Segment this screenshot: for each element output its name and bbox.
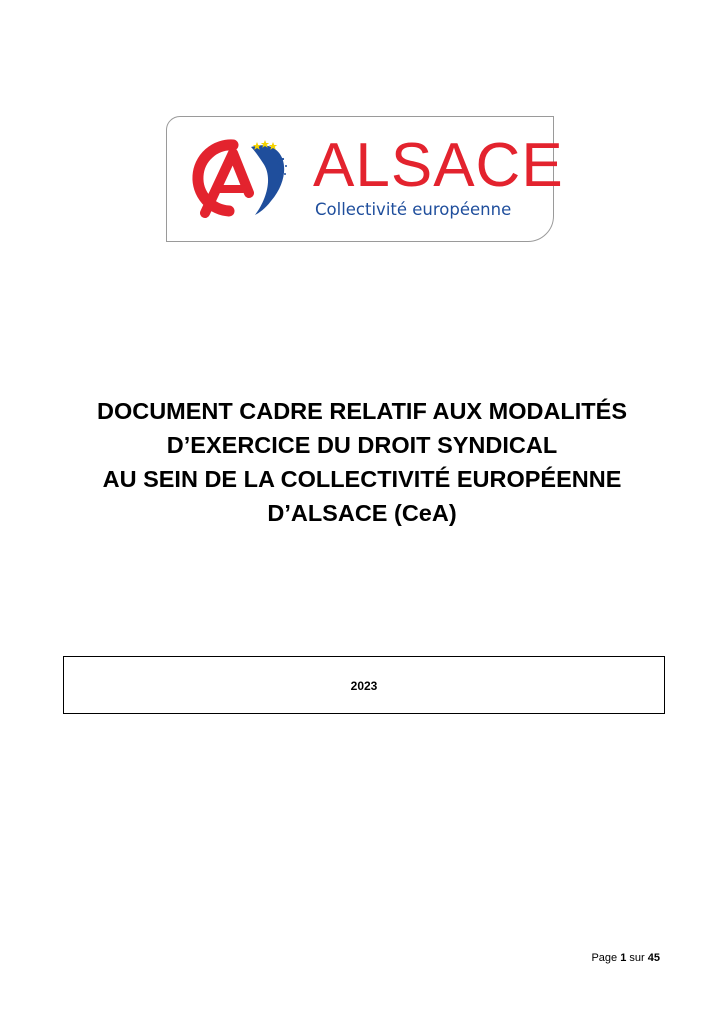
page-total: 45 <box>647 952 660 964</box>
page-prefix: Page <box>591 952 618 964</box>
title-line: AU SEIN DE LA COLLECTIVITÉ EUROPÉENNE <box>102 466 622 492</box>
logo-card <box>166 116 564 242</box>
document-title <box>20 394 704 530</box>
emblem-red-a <box>205 153 249 213</box>
year-label: 2023 <box>350 679 378 693</box>
alsace-heart-emblem-icon <box>189 133 301 221</box>
logo-tagline: Collectivité européenne <box>315 200 512 219</box>
page-separator: sur <box>629 952 645 964</box>
year-box <box>63 656 665 714</box>
page-number <box>560 951 660 965</box>
page-current: 1 <box>620 952 627 964</box>
title-line: DOCUMENT CADRE RELATIF AUX MODALITÉS <box>96 398 628 424</box>
logo-wordmark: ALSACE <box>313 131 564 200</box>
emblem-blue-swoosh <box>251 145 284 215</box>
title-line: D’EXERCICE DU DROIT SYNDICAL <box>166 432 558 458</box>
title-line: D’ALSACE (CeA) <box>267 500 457 526</box>
